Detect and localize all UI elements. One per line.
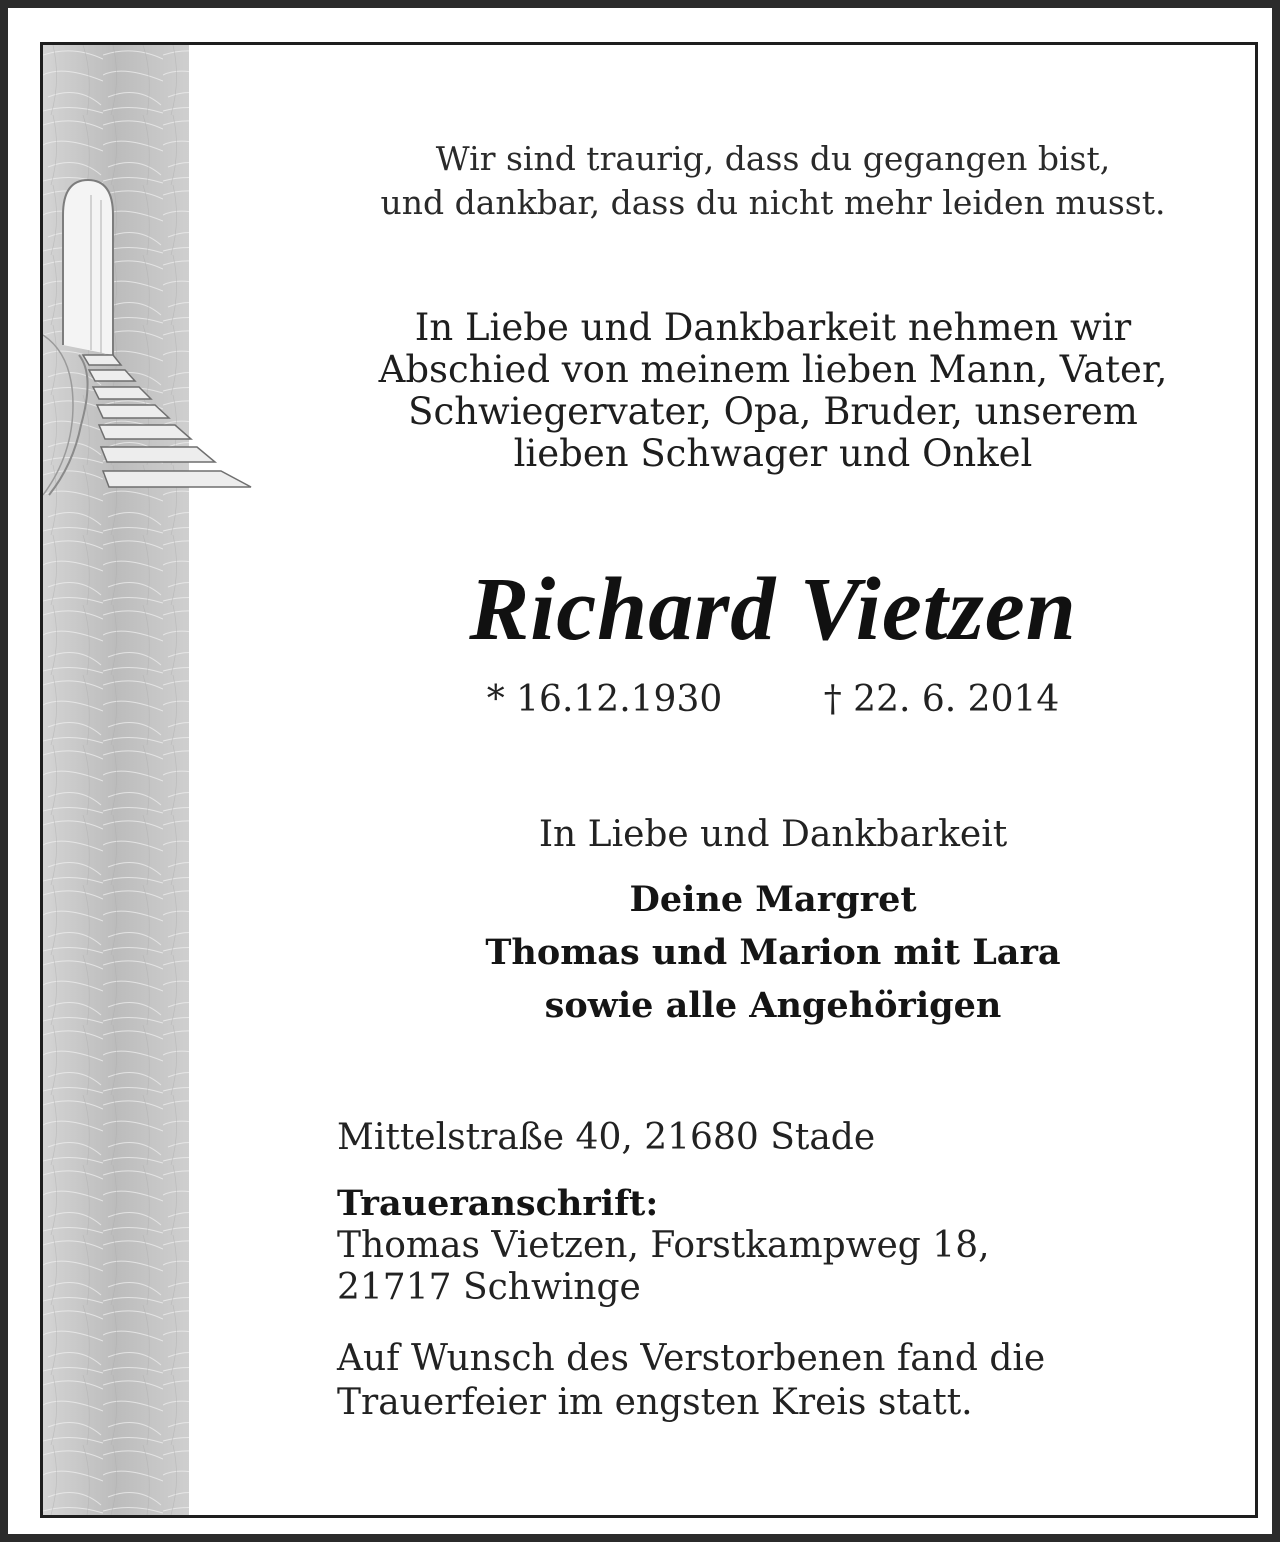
farewell-line: Abschied von meinem lieben Mann, Vater,	[378, 348, 1168, 391]
opening-quote	[343, 137, 1203, 225]
quote-line: Wir sind traurig, dass du gegangen bist,	[435, 139, 1111, 178]
mourning-address-label: Traueranschrift:	[337, 1183, 659, 1224]
farewell-line: Schwiegervater, Opa, Bruder, unserem	[408, 390, 1138, 433]
farewell-line: In Liebe und Dankbarkeit nehmen wir	[414, 306, 1132, 349]
farewell-line: lieben Schwager und Onkel	[513, 432, 1033, 475]
ceremony-notice	[337, 1337, 1217, 1425]
family-line: Deine Margret	[629, 879, 917, 920]
mourning-address	[337, 1225, 1217, 1309]
farewell-text	[343, 307, 1203, 475]
notice-line: Trauerfeier im engsten Kreis statt.	[337, 1382, 973, 1423]
birth-date: * 16.12.1930	[486, 679, 723, 720]
death-date: † 22. 6. 2014	[823, 679, 1060, 720]
mourning-address-line: 21717 Schwinge	[337, 1267, 641, 1308]
family-line: Thomas und Marion mit Lara	[485, 932, 1061, 973]
notice-content	[43, 45, 1258, 1518]
life-dates	[343, 677, 1203, 723]
quote-line: und dankbar, dass du nicht mehr leiden musst.	[380, 183, 1166, 222]
mourning-address-line: Thomas Vietzen, Forstkampweg 18,	[337, 1225, 990, 1266]
notice-frame	[40, 42, 1258, 1518]
family-line: sowie alle Angehörigen	[544, 985, 1002, 1026]
home-address: Mittelstraße 40, 21680 Stade	[337, 1117, 876, 1158]
deceased-name: Richard Vietzen	[469, 560, 1077, 659]
notice-line: Auf Wunsch des Verstorbenen fand die	[337, 1338, 1046, 1379]
closing-phrase: In Liebe und Dankbarkeit	[538, 814, 1008, 855]
family-signature	[343, 873, 1203, 1032]
